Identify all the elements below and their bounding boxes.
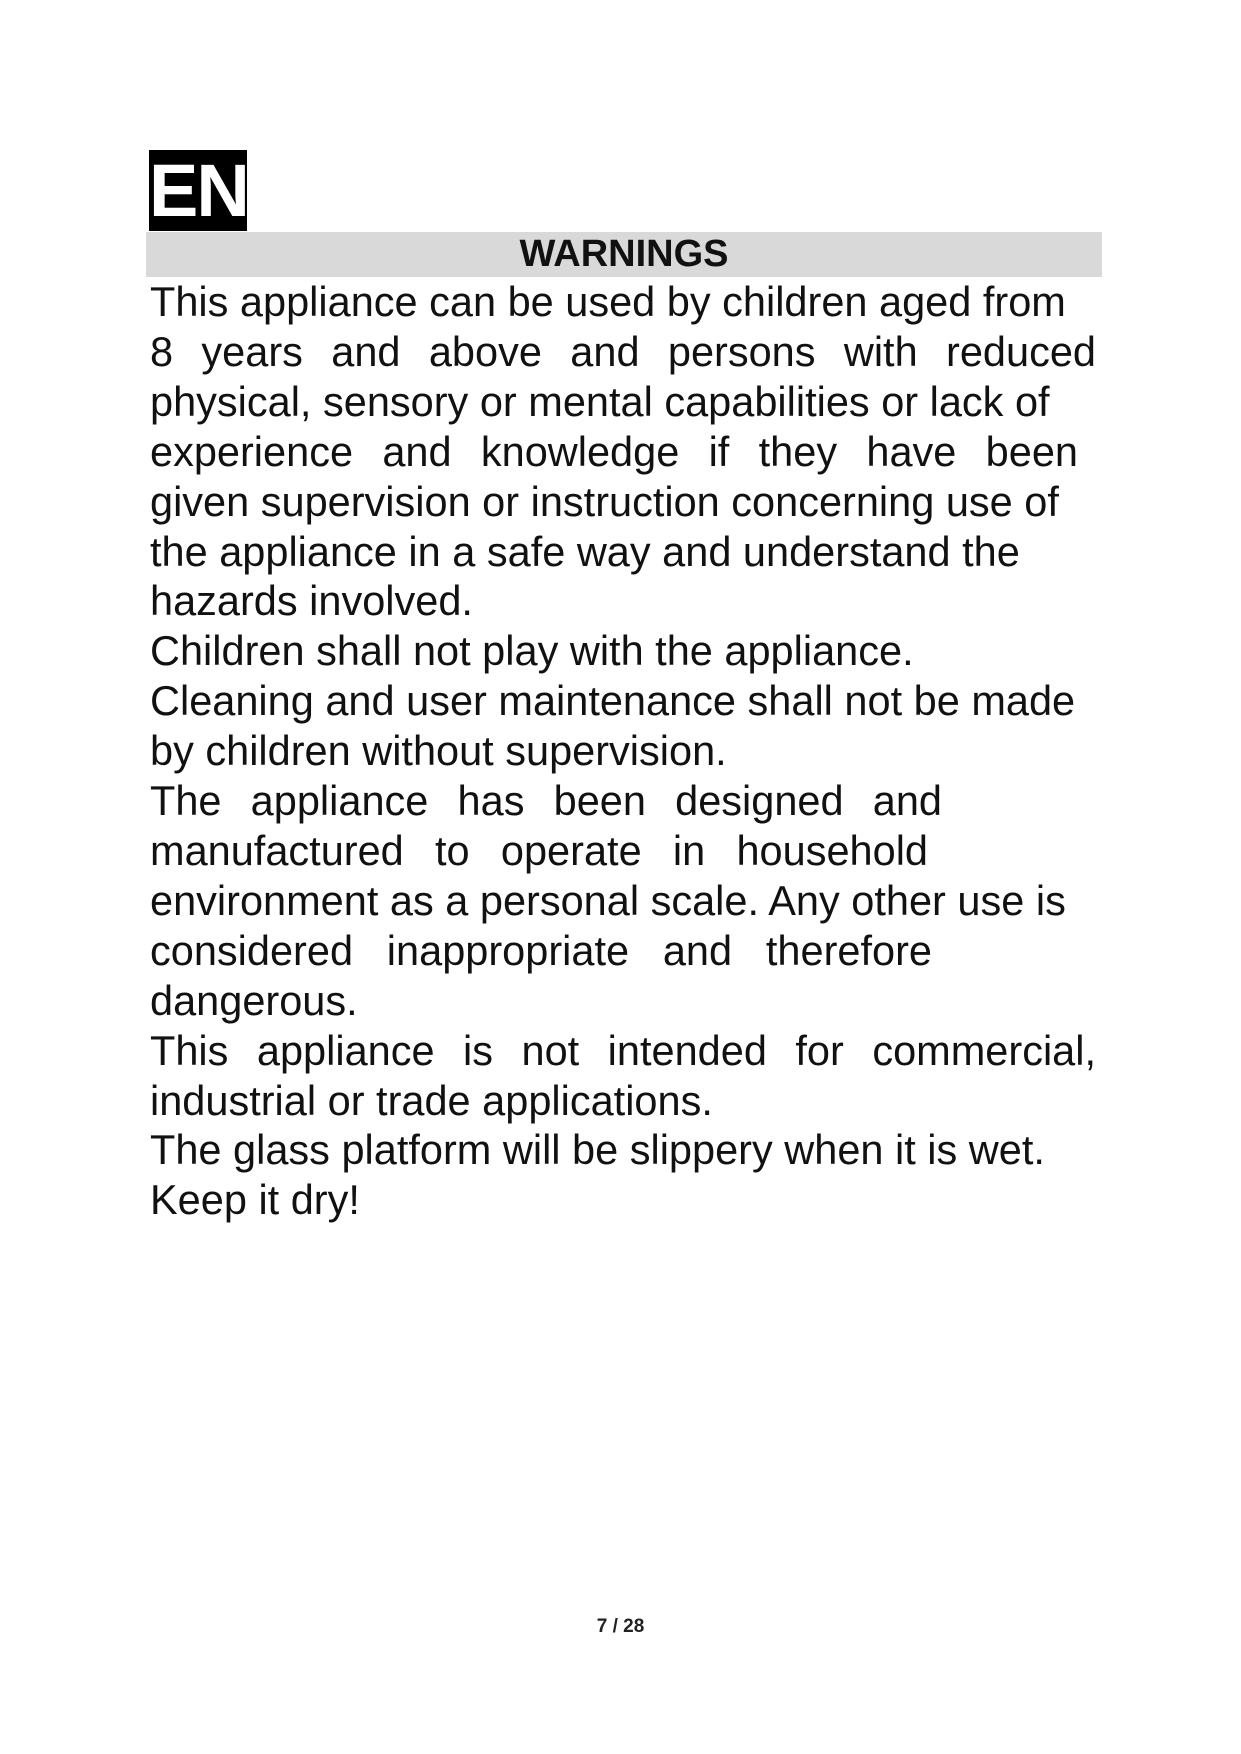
warning-line: the appliance in a safe way and understand the <box>150 527 1020 575</box>
warning-line: environment as a personal scale. Any other use is <box>150 876 1066 924</box>
warning-line: 8 years and above and persons with reduced <box>150 327 1096 375</box>
warning-line: Cleaning and user maintenance shall not be made <box>150 677 1076 725</box>
warning-line: considered inappropriate and therefore <box>150 926 932 974</box>
warning-line: industrial or trade applications. <box>150 1076 713 1124</box>
warning-line: This appliance can be used by children aged from <box>150 278 1066 325</box>
warning-line: Children shall not play with the appliance. <box>150 627 914 675</box>
warning-line: given supervision or instruction concerning use of <box>150 477 1059 525</box>
warning-line: hazards involved. <box>150 577 473 625</box>
warning-line: physical, sensory or mental capabilities or lack of <box>150 377 1050 425</box>
language-badge: EN <box>149 149 248 232</box>
warning-line: The appliance has been designed and <box>150 777 942 825</box>
warning-line: This appliance is not intended for commercial, <box>150 1026 1096 1074</box>
warnings-body <box>150 277 1110 1225</box>
warning-line: dangerous. <box>150 976 358 1024</box>
warning-line: experience and knowledge if they have been <box>150 427 1078 475</box>
section-title-warnings: WARNINGS <box>146 232 1102 277</box>
warning-line: by children without supervision. <box>150 727 727 775</box>
page-number: 7 / 28 <box>596 1616 645 1637</box>
warning-line: manufactured to operate in household <box>150 826 928 874</box>
warning-line: Keep it dry! <box>150 1176 360 1224</box>
warning-line: The glass platform will be slippery when it is wet. <box>150 1126 1045 1174</box>
